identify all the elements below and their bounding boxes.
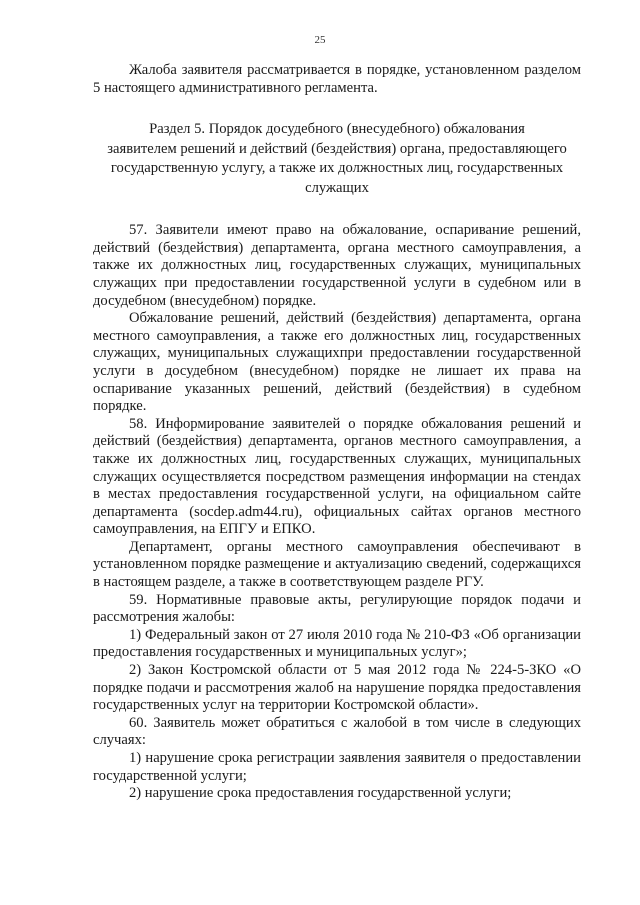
list-item-deadline-violation: 2) нарушение срока предоставления государственной услуги; [129, 785, 512, 802]
section-heading-line: заявителем решений и действий (бездействия) органа, предоставляющего [107, 140, 567, 157]
list-item-federal-law: 1) Федеральный закон от 27 июля 2010 года № 210-ФЗ «Об организации предоставления государственных и муниципальных услуг»; [93, 626, 581, 661]
section-heading-line: Раздел 5. Порядок досудебного (внесудебного) обжалования [149, 121, 525, 138]
section-heading-line: государственную услугу, а также их должностных лиц, государственных [110, 160, 564, 177]
intro-paragraph: Жалоба заявителя рассматривается в порядке, установленном разделом 5 настоящего административного регламента. [93, 62, 581, 96]
paragraph-appeal-procedure: Обжалование решений, действий (бездействия) департамента, органа местного самоуправления, а также его должностных лиц, государственных служащих, муниципальных служащихпри предоставлении государственной услуги в досудебном (внесудебном) порядке не лишает их права на оспаривание указанных решений, действий (бездействия) в судебном порядке. [93, 310, 581, 415]
paragraph-60: 60. Заявитель может обратиться с жалобой в том числе в следующих случаях: [93, 714, 581, 749]
paragraph-58: 58. Информирование заявителей о порядке обжалования решений и действий (бездействия) департамента, органов местного самоуправления, а также их должностных лиц, государственных служащих, муниципальных служащих осуществляется посредством размещения информации на стендах в местах предоставления государственной услуги, на официальном сайте департамента (socdep.adm44.ru), официальных сайтах органов местного самоуправления, на ЕПГУ и ЕПКО. [93, 415, 581, 538]
section-heading [93, 120, 581, 198]
list-item-registration-violation: 1) нарушение срока регистрации заявления заявителя о предоставлении государственной услуги; [93, 750, 581, 784]
document-body [93, 62, 581, 803]
list-item-regional-law: 2) Закон Костромской области от 5 мая 2012 года № 224-5-ЗКО «О порядке подачи и рассмотрения жалоб на нарушение порядка предоставления государственных услуг на территории Костромской области». [93, 662, 581, 714]
paragraph-59: 59. Нормативные правовые акты, регулирующие порядок подачи и рассмотрения жалобы: [93, 591, 581, 626]
paragraph-57: 57. Заявители имеют право на обжалование, оспаривание решений, действий (бездействия) департамента, органа местного самоуправления, а также их должностных лиц, государственных служащих, муниципальных служащих при предоставлении государственной услуги в судебном или в досудебном (внесудебном) порядке. [93, 222, 581, 309]
section-heading-line: служащих [305, 179, 369, 196]
paragraph-department-duties: Департамент, органы местного самоуправления обеспечивают в установленном порядке размещение и актуализацию сведений, содержащихся в настоящем разделе, а также в соответствующем разделе РГУ. [93, 538, 581, 591]
page-number: 25 [314, 34, 326, 46]
